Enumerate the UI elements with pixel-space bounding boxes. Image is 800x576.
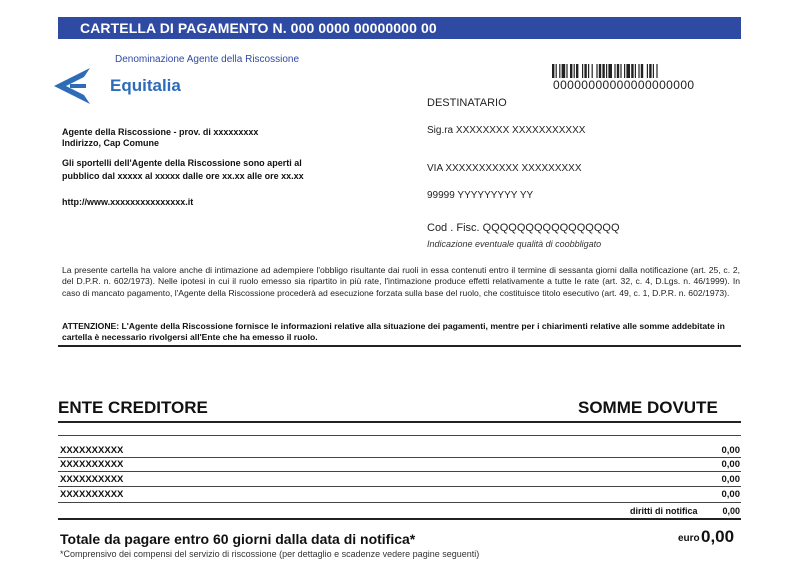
recipient-name: Sig.ra XXXXXXXX XXXXXXXXXXX [427, 125, 586, 136]
barcode-bar [626, 64, 630, 78]
barcode-bar [606, 64, 607, 78]
barcode-bar [653, 64, 654, 78]
barcode-bar [641, 64, 643, 78]
section-divider [58, 345, 741, 347]
barcode-bar [556, 64, 557, 78]
barcode-bar [592, 64, 593, 78]
amounts-header: SOMME DOVUTE [578, 398, 718, 417]
total-rule [58, 518, 741, 520]
barcode-bar [614, 64, 615, 78]
equitalia-logo-icon [52, 66, 108, 106]
agent-line-2: Indirizzo, Cap Comune [62, 138, 160, 148]
document-title: CARTELLA DI PAGAMENTO N. 000 0000 00000000 00 [80, 20, 437, 36]
table-row-rule [58, 457, 741, 458]
barcode-bar [635, 64, 636, 78]
barcode-bar [620, 64, 621, 78]
table-row-rule [58, 486, 741, 487]
agent-name-title: Denominazione Agente della Riscossione [115, 54, 300, 65]
barcode-bar [638, 64, 639, 78]
notification-fee-value: 0,00 [722, 506, 740, 516]
agent-line-3: Gli sportelli dell'Agente della Riscossione sono aperti al [62, 158, 302, 168]
total-footnote: *Comprensivo dei compensi del servizio di riscossione (per dettaglio e scadenze vedere pagine seguenti) [60, 549, 480, 559]
barcode-bar [562, 64, 566, 78]
barcode-bar [599, 64, 601, 78]
barcode-bar [552, 64, 554, 78]
table-row-rule [58, 471, 741, 472]
notification-fee-label: diritti di notifica [630, 506, 698, 516]
barcode-bar [570, 64, 572, 78]
barcode-number: 00000000000000000000 [553, 78, 695, 92]
agent-line-4: pubblico dal xxxxx al xxxxx dalle ore xx.xx alle ore xx.xx [62, 171, 304, 181]
total-currency: euro [678, 533, 700, 544]
barcode-bar [624, 64, 625, 78]
barcode-bar [559, 64, 560, 78]
total-label: Totale da pagare entro 60 giorni dalla data di notifica* [60, 531, 416, 547]
table-row-label: XXXXXXXXXX [60, 489, 124, 500]
recipient-title: DESTINATARIO [427, 97, 507, 109]
agent-line-1: Agente della Riscossione - prov. di xxxxxxxxx [62, 127, 259, 137]
table-row-rule [58, 502, 741, 503]
table-rule [58, 435, 741, 436]
recipient-address: VIA XXXXXXXXXXX XXXXXXXXX [427, 163, 582, 174]
equitalia-logo [52, 66, 212, 106]
barcode-bar [649, 64, 651, 78]
barcode-bar [574, 64, 575, 78]
creditor-header: ENTE CREDITORE [58, 398, 208, 417]
recipient-city: 99999 YYYYYYYYY YY [427, 190, 534, 201]
recipient-fiscal-code: Cod . Fisc. QQQQQQQQQQQQQQQQ [427, 222, 620, 234]
barcode-bar [584, 64, 586, 78]
table-row-label: XXXXXXXXXX [60, 474, 124, 485]
notice-paragraph: La presente cartella ha valore anche di intimazione ad adempiere l'obbligo risultante dai ruoli in essa contenuti entro il termine di sessanta giorni dalla notificazione (art. 25, c. 2, del D.P.R. n. 602/1973). Nelle ipotesi in cui il ruolo emesso sia ripartito in più rate, l'intimazione produce effetti relativamente a tutte le rate (art. 32, c. 4, D.Lgs. n. 46/1999). In caso di mancato pagamento, l'Agente della Riscossione procederà ad esecuzione forzata sulla base del ruolo, che costituisce titolo esecutivo (art. 49, c. 1, D.P.R. n. 602/1973). [62, 265, 740, 298]
recipient-coobligor-note: Indicazione eventuale qualità di coobbligato [427, 239, 602, 249]
barcode-bar [596, 64, 597, 78]
barcode-bar [656, 64, 657, 78]
attention-paragraph: ATTENZIONE: L'Agente della Riscossione fornisce le informazioni relative alla situazione dei pagamenti, mentre per i chiarimenti relative alle somme addebitate in cartella è necessario rivolgersi all'Ente che ha emesso il ruolo. [62, 321, 725, 343]
barcode-bar [608, 64, 612, 78]
total-value: 0,00 [701, 527, 735, 546]
table-row-value: 0,00 [721, 489, 740, 500]
table-row-label: XXXXXXXXXX [60, 459, 124, 470]
barcode-bar [631, 64, 633, 78]
table-row-value: 0,00 [721, 474, 740, 485]
barcode-bar [602, 64, 604, 78]
barcode-bar [576, 64, 578, 78]
barcode-bar [582, 64, 583, 78]
barcode-bar [566, 64, 567, 78]
barcode-graphic [552, 64, 740, 78]
agent-website[interactable]: http://www.xxxxxxxxxxxxxxx.it [62, 197, 194, 207]
table-row-label: XXXXXXXXXX [60, 445, 124, 456]
document-title-bar [58, 17, 741, 39]
table-row-value: 0,00 [721, 459, 740, 470]
barcode-bar [617, 64, 619, 78]
logo-text: Equitalia [110, 76, 181, 95]
barcode-bar [647, 64, 648, 78]
table-row-value: 0,00 [721, 445, 740, 456]
barcode [552, 64, 740, 78]
table-top-rule [58, 421, 741, 423]
barcode-bar [588, 64, 589, 78]
